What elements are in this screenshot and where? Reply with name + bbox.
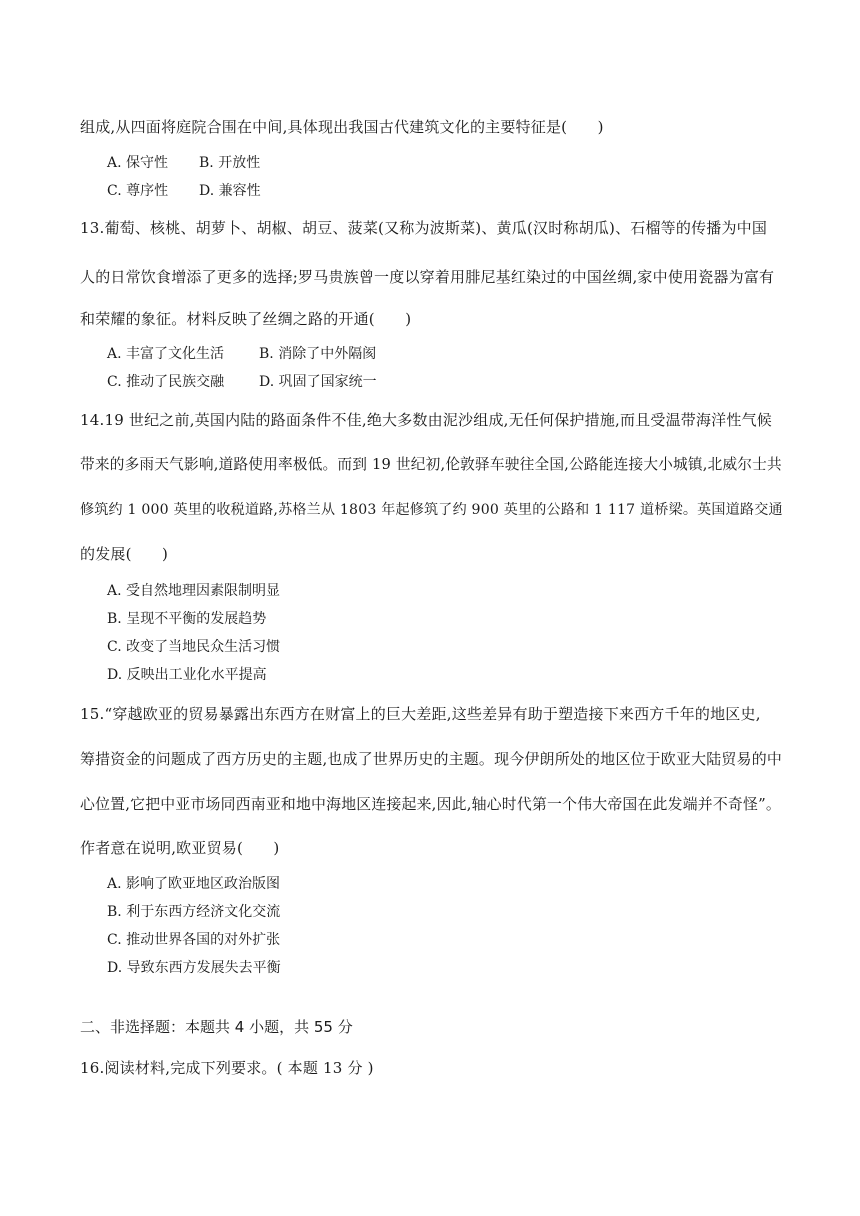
q14-line-1: 14.19 世纪之前,英国内陆的路面条件不佳,绝大多数由泥沙组成,无任何保护措施,而且受温带海洋性气候 [80, 411, 772, 429]
q14-line-3: 修筑约 1 000 英里的收税道路,苏格兰从 1803 年起修筑了约 900 英里的公路和 1 117 道桥梁。英国道路交通 [80, 502, 783, 518]
q12-option-b: B. 开放性 [199, 155, 261, 171]
q12-option-a: A. 保守性 [107, 155, 169, 171]
q14-option-d: D. 反映出工业化水平提高 [107, 667, 267, 683]
q13-line-2: 人的日常饮食增添了更多的选择;罗马贵族曾一度以穿着用腓尼基红染过的中国丝绸,家中使用瓷器为富有 [80, 268, 775, 286]
q15-line-3: 心位置,它把中亚市场同西南亚和地中海地区连接起来,因此,轴心时代第一个伟大帝国在此发端并不奇怪”。 [80, 795, 781, 813]
q13-options-row-1 [107, 344, 376, 364]
q14-line-2: 带来的多雨天气影响,道路使用率极低。而到 19 世纪初,伦敦驿车驶往全国,公路能连接大小城镇,北威尔士共 [80, 456, 782, 473]
q13-option-c: C. 推动了民族交融 [107, 374, 225, 390]
q12-stem: 组成,从四面将庭院合围在中间,具体现出我国古代建筑文化的主要特征是( ) [80, 118, 604, 136]
q14-option-b: B. 呈现不平衡的发展趋势 [107, 611, 267, 627]
q13-option-a: A. 丰富了文化生活 [107, 346, 225, 362]
q13-options-row-2 [107, 372, 377, 392]
q15-option-d: D. 导致东西方发展失去平衡 [107, 960, 281, 976]
q14-option-c: C. 改变了当地民众生活习惯 [107, 639, 281, 655]
q13-line-3: 和荣耀的象征。材料反映了丝绸之路的开通( ) [80, 310, 412, 328]
q15-line-1: 15.“穿越欧亚的贸易暴露出东西方在财富上的巨大差距,这些差异有助于塑造接下来西方千年的地区史, [80, 705, 761, 723]
q13-option-b: B. 消除了中外隔阂 [259, 346, 377, 362]
q15-option-b: B. 利于东西方经济文化交流 [107, 904, 281, 920]
q12-option-c: C. 尊序性 [107, 183, 169, 199]
q12-options-row-2 [107, 181, 261, 201]
q16-stem: 16.阅读材料,完成下列要求。( 本题 13 分 ) [80, 1059, 374, 1077]
q15-line-4: 作者意在说明,欧亚贸易( ) [80, 839, 280, 857]
q12-options-row-1 [107, 153, 260, 173]
q15-option-a: A. 影响了欧亚地区政治版图 [107, 876, 281, 892]
q14-option-a: A. 受自然地理因素限制明显 [107, 583, 281, 599]
q15-line-2: 筹措资金的问题成了西方历史的主题,也成了世界历史的主题。现今伊朗所处的地区位于欧亚大陆贸易的中 [80, 750, 782, 768]
q13-option-d: D. 巩固了国家统一 [259, 374, 377, 390]
section-heading: 二、非选择题：本题共 4 小题，共 55 分 [80, 1018, 353, 1036]
q13-line-1: 13.葡萄、核桃、胡萝卜、胡椒、胡豆、菠菜(又称为波斯菜)、黄瓜(汉时称胡瓜)、石榴等的传播为中国 [80, 219, 768, 237]
q12-option-d: D. 兼容性 [199, 183, 261, 199]
q14-line-4: 的发展( ) [80, 545, 169, 563]
q15-option-c: C. 推动世界各国的对外扩张 [107, 932, 281, 948]
